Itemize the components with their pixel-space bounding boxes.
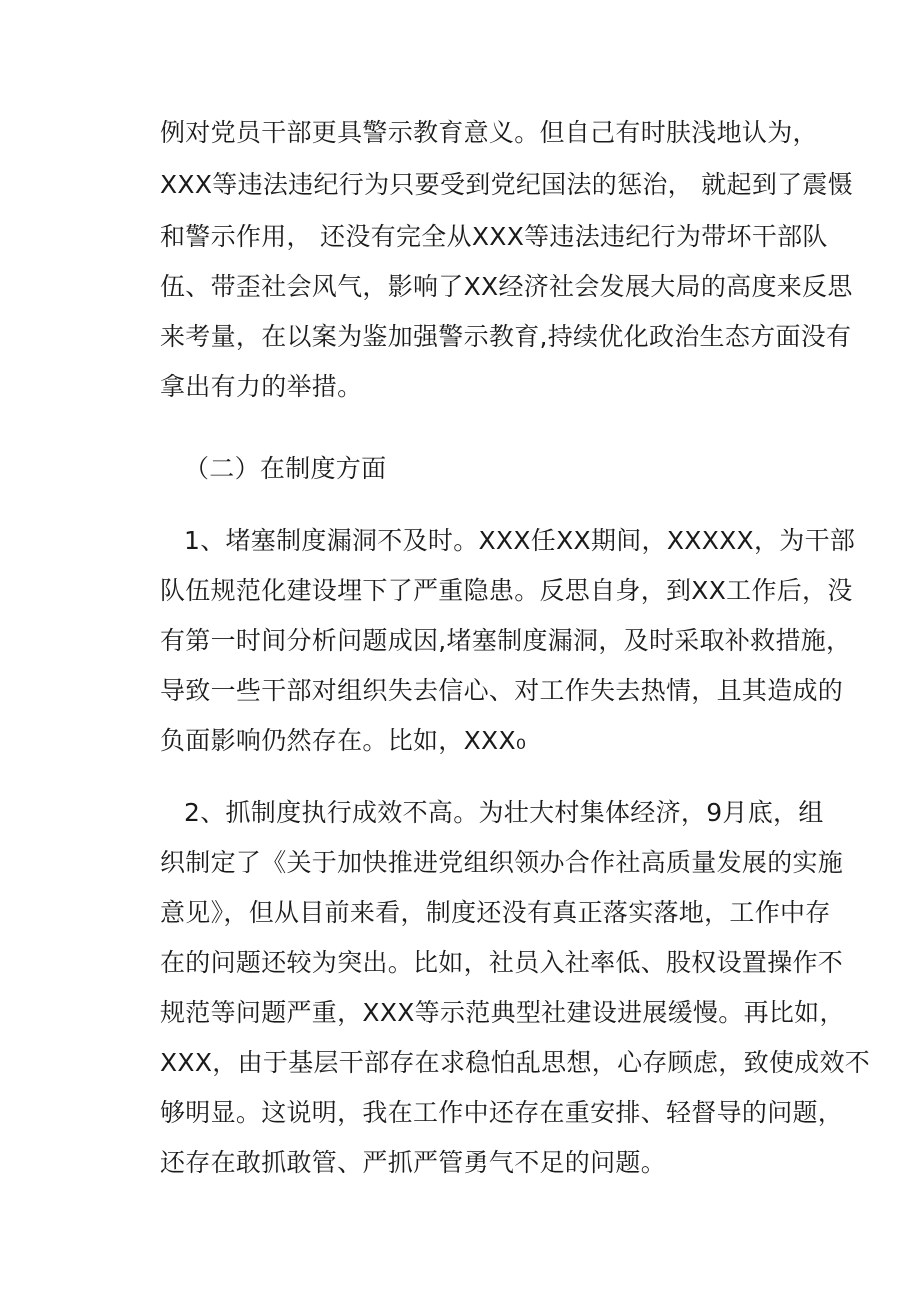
paragraph-line: 导致一些干部对组织失去信心、对工作失去热情，且其造成的 xyxy=(160,676,844,705)
paragraph-line: 1、堵塞制度漏洞不及时。XXX任XX期间，XXXXX，为干部 xyxy=(184,526,856,555)
paragraph-line: 规范等问题严重，XXX等示范典型社建设进展缓慢。再比如， xyxy=(160,998,845,1027)
paragraph-line: 还存在敢抓敢管、严抓严管勇气不足的问题。 xyxy=(160,1148,667,1177)
paragraph-line: 例对党员干部更具警示教育意义。但自己有时肤浅地认为， xyxy=(160,118,818,147)
paragraph-line: 在的问题还较为突出。比如，社员入社率低、股权设置操作不 xyxy=(160,948,844,977)
paragraph-line: 来考量，在以案为鉴加强警示教育,持续优化政治生态方面没有 xyxy=(160,322,852,351)
paragraph-line: XXX等违法违纪行为只要受到党纪国法的惩治， 就起到了震慑 xyxy=(160,170,854,199)
paragraph-line: 织制定了《关于加快推进党组织领办合作社高质量发展的实施 xyxy=(160,848,844,877)
paragraph-line: 和警示作用， 还没有完全从XXX等违法违纪行为带坏干部队 xyxy=(160,222,828,251)
section-heading: （二）在制度方面 xyxy=(184,454,387,483)
paragraph-line: 够明显。这说明，我在工作中还存在重安排、轻督导的问题， xyxy=(160,1098,844,1127)
paragraph-line: 伍、带歪社会风气，影响了XX经济社会发展大局的高度来反思 xyxy=(160,272,853,301)
paragraph-line: 拿出有力的举措。 xyxy=(160,372,363,401)
paragraph-line: 队伍规范化建设埋下了严重隐患。反思自身，到XX工作后，没 xyxy=(160,576,853,605)
paragraph-line: 有第一时间分析问题成因,堵塞制度漏洞，及时采取补救措施， xyxy=(160,626,852,655)
paragraph-line: 2、抓制度执行成效不高。为壮大村集体经济，9月底，组 xyxy=(184,798,824,827)
paragraph-line: XXX，由于基层干部存在求稳怕乱思想，心存顾虑，致使成效不 xyxy=(160,1048,871,1077)
paragraph-line: 意见》，但从目前来看，制度还没有真正落实落地，工作中存 xyxy=(160,898,831,927)
paragraph-line: 负面影响仍然存在。比如，XXX₀ xyxy=(160,726,527,755)
